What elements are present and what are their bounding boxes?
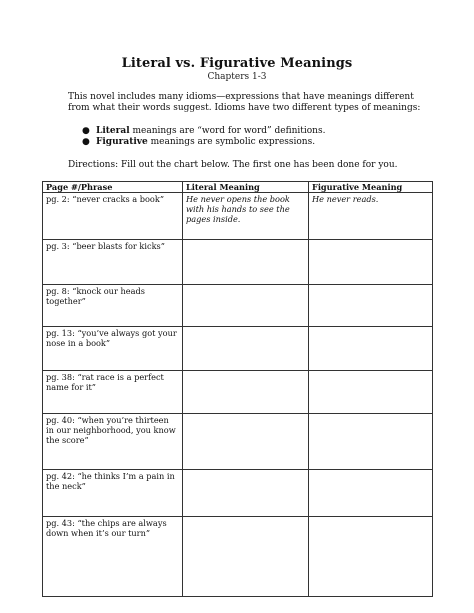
literal-cell[interactable] [183, 285, 309, 327]
phrase-cell: pg. 2: “never cracks a book” [43, 193, 183, 240]
meaning-types-list [80, 126, 420, 148]
phrase-cell: pg. 13: “you’ve always got your nose in a book” [43, 327, 183, 371]
phrase-cell: pg. 8: “knock our heads together” [43, 285, 183, 327]
table-row [43, 193, 433, 240]
header-figurative: Figurative Meaning [309, 182, 433, 193]
figurative-cell[interactable] [309, 517, 433, 597]
table-row [43, 285, 433, 327]
page-subtitle: Chapters 1-3 [207, 72, 267, 82]
intro-paragraph: This novel includes many idioms—expressions that have meanings different from what their words suggest. Idioms have two different types of meanings: [68, 92, 421, 113]
table-row [43, 470, 433, 517]
bullet-dot-icon: ● [82, 126, 90, 136]
directions-text: Directions: Fill out the chart below. The first one has been done for you. [68, 160, 398, 170]
literal-cell[interactable] [183, 470, 309, 517]
table-row [43, 327, 433, 371]
bullet-literal [80, 126, 420, 137]
phrase-cell: pg. 43: “the chips are always down when it’s our turn” [43, 517, 183, 597]
literal-cell[interactable]: He never opens the book with his hands to see the pages inside. [183, 193, 309, 240]
figurative-cell[interactable]: He never reads. [309, 193, 433, 240]
idiom-chart [42, 181, 433, 597]
table-row [43, 371, 433, 414]
bullet-text: meanings are symbolic expressions. [147, 137, 316, 147]
header-phrase: Page #/Phrase [43, 182, 183, 193]
bullet-term: Literal [96, 126, 130, 136]
chart-header-row [43, 182, 433, 193]
bullet-figurative [80, 137, 420, 148]
literal-cell[interactable] [183, 517, 309, 597]
bullet-text: meanings are “word for word” definitions. [129, 126, 326, 136]
phrase-cell: pg. 38: “rat race is a perfect name for it” [43, 371, 183, 414]
bullet-term: Figurative [96, 137, 148, 147]
figurative-cell[interactable] [309, 414, 433, 470]
table-row [43, 517, 433, 597]
figurative-cell[interactable] [309, 327, 433, 371]
literal-cell[interactable] [183, 327, 309, 371]
table-row [43, 414, 433, 470]
phrase-cell: pg. 40: “when you’re thirteen in our neighborhood, you know the score” [43, 414, 183, 470]
phrase-cell: pg. 42: “he thinks I’m a pain in the neck” [43, 470, 183, 517]
figurative-cell[interactable] [309, 240, 433, 285]
phrase-cell: pg. 3: “beer blasts for kicks” [43, 240, 183, 285]
literal-cell[interactable] [183, 240, 309, 285]
page-title: Literal vs. Figurative Meanings [121, 56, 353, 71]
literal-cell[interactable] [183, 371, 309, 414]
header-literal: Literal Meaning [183, 182, 309, 193]
bullet-dot-icon: ● [82, 137, 90, 147]
figurative-cell[interactable] [309, 371, 433, 414]
table-row [43, 240, 433, 285]
figurative-cell[interactable] [309, 285, 433, 327]
figurative-cell[interactable] [309, 470, 433, 517]
literal-cell[interactable] [183, 414, 309, 470]
